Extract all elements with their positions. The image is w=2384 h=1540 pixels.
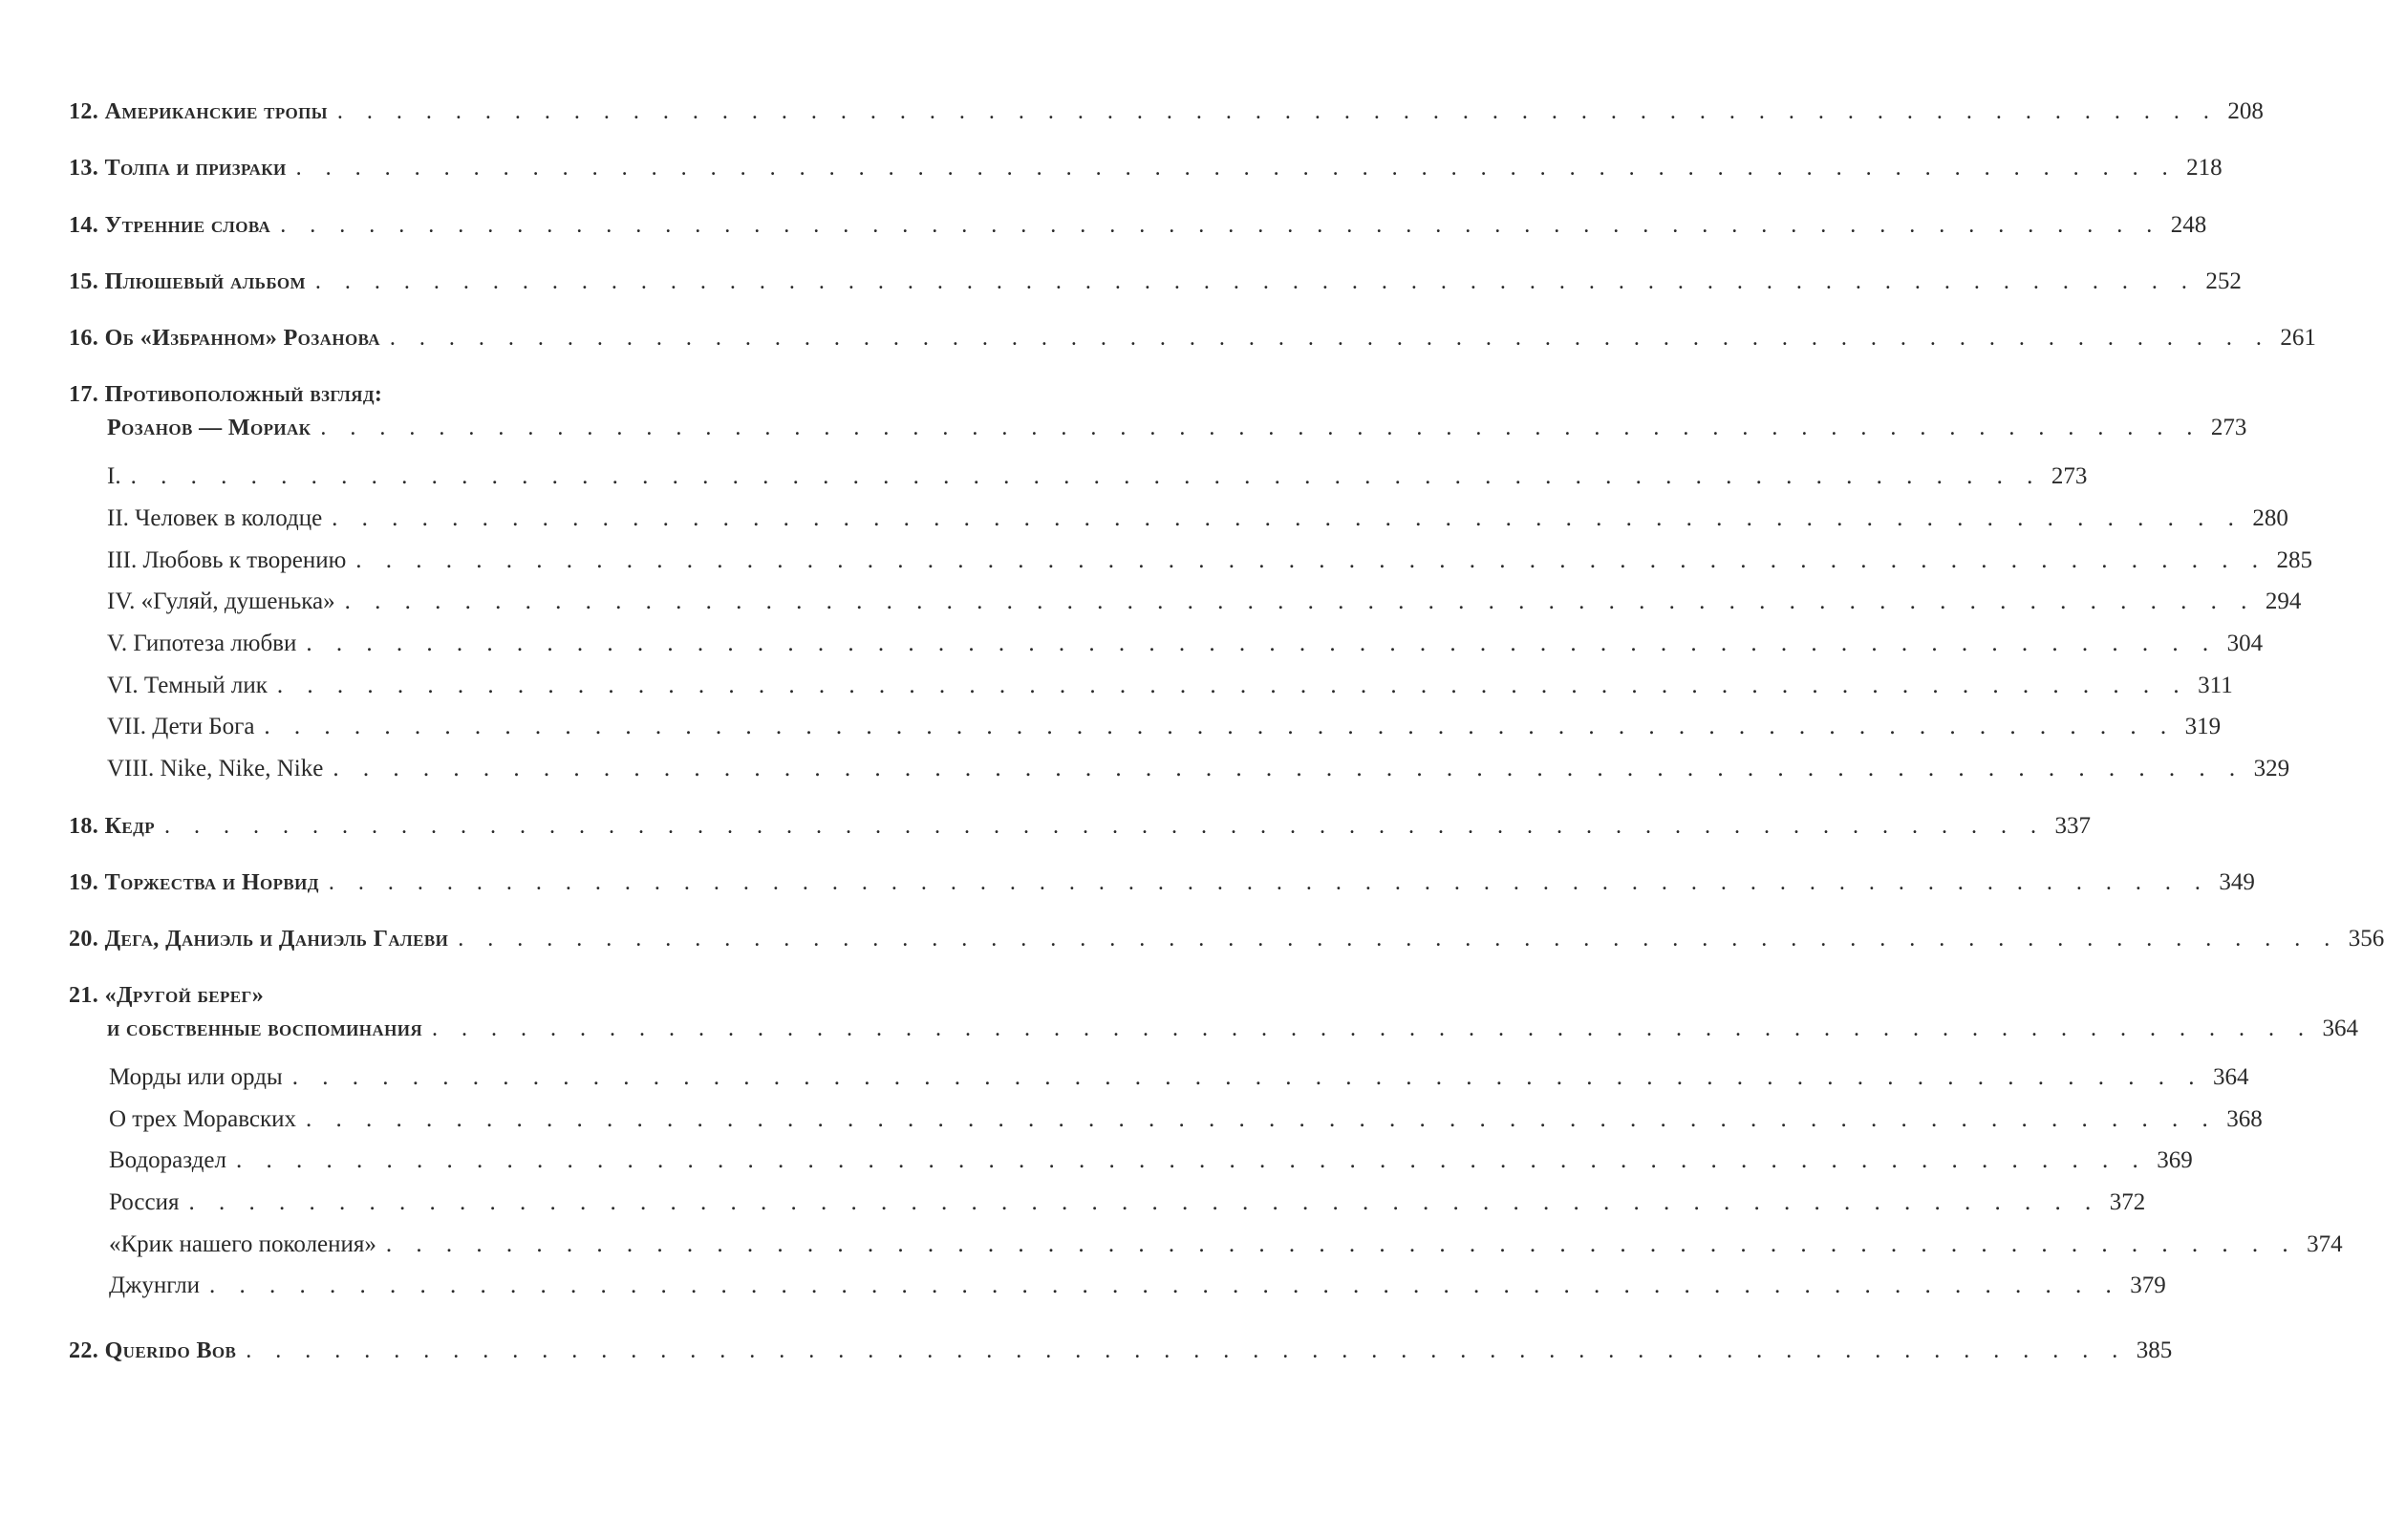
leader-dots: . . . . . . . . . . . . . . . . . . . . . . . . . . . . . . . . . . . . . . . . . . . . . . . . . . . . . . . . . . . . . . . . bbox=[332, 505, 2244, 531]
toc-page-number: 248 bbox=[2170, 212, 2207, 238]
toc-subentry bbox=[107, 713, 2222, 741]
toc-entry-chapter-21 bbox=[107, 1015, 2359, 1043]
toc-subentry-title: II. Человек в колодце bbox=[107, 505, 323, 531]
leader-dots: . . . . . . . . . . . . . . . . . . . . . . . . . . . . . . . . . . . . . . . . . . . . . . . . . . . . . . . . . . . . . . . . bbox=[280, 213, 2161, 238]
leader-dots: . . . . . . . . . . . . . . . . . . . . . . . . . . . . . . . . . . . . . . . . . . . . . . . . . . . . . . . . . . . . . . . . bbox=[236, 1147, 2148, 1173]
toc-entry-chapter-15 bbox=[69, 267, 2242, 296]
toc-subentry bbox=[107, 672, 2233, 700]
toc-page-number: 218 bbox=[2186, 155, 2223, 181]
toc-page-number: 337 bbox=[2054, 813, 2092, 839]
leader-dots: . . . . . . . . . . . . . . . . . . . . . . . . . . . . . . . . . . . . . . . . . . . . . . . . . . . . . . . . . . . . . . . . bbox=[264, 714, 2176, 739]
toc-entry-title: 14. Утренние слова bbox=[69, 213, 271, 238]
toc-entry-title: 22. Querido Bob bbox=[69, 1338, 237, 1363]
toc-page-number: 349 bbox=[2219, 869, 2255, 895]
toc-page-number: 252 bbox=[2205, 268, 2242, 294]
toc-page-number: 368 bbox=[2226, 1106, 2263, 1132]
toc-subentry bbox=[107, 504, 2288, 533]
leader-dots: . . . . . . . . . . . . . . . . . . . . . . . . . . . . . . . . . . . . . . . . . . . . . . . . . . . . . . . . . . . . . . . . bbox=[276, 673, 2189, 698]
toc-entry-title-line2: и собственные воспоминания bbox=[107, 1016, 423, 1041]
toc-subentry-title: VIII. Nike, Nike, Nike bbox=[107, 756, 324, 781]
toc-entry-title-line2: Розанов — Мориак bbox=[107, 416, 311, 440]
toc-page-number: 356 bbox=[2348, 926, 2384, 952]
toc-subentry-title: О трех Моравских bbox=[109, 1106, 297, 1132]
toc-entry-chapter-16 bbox=[69, 324, 2316, 353]
toc-subentry-title: Джунгли bbox=[109, 1273, 201, 1298]
toc-subentry bbox=[109, 1105, 2263, 1134]
leader-dots: . . . . . . . . . . . . . . . . . . . . . . . . . . . . . . . . . . . . . . . . . . . . . . . . . . . . . . . . . . . . . . . . bbox=[432, 1016, 2313, 1041]
toc-page-number: 374 bbox=[2307, 1231, 2343, 1257]
leader-dots: . . . . . . . . . . . . . . . . . . . . . . . . . . . . . . . . . . . . . . . . . . . . . . . . . . . . . . . . . . . . . . . . bbox=[389, 326, 2271, 351]
toc-page-number: 294 bbox=[2265, 588, 2302, 614]
toc-page-number: 329 bbox=[2253, 756, 2290, 781]
toc-entry-chapter-19 bbox=[69, 868, 2255, 897]
toc-entry-chapter-20 bbox=[69, 925, 2384, 953]
toc-entry-chapter-18 bbox=[69, 812, 2092, 841]
toc-subentry-title: IV. «Гуляй, душенька» bbox=[107, 588, 335, 614]
toc-page-number: 385 bbox=[2136, 1337, 2173, 1363]
toc-subentry bbox=[107, 630, 2264, 658]
toc-subentry-title: «Крик нашего поколения» bbox=[109, 1231, 376, 1257]
leader-dots: . . . . . . . . . . . . . . . . . . . . . . . . . . . . . . . . . . . . . . . . . . . . . . . . . . . . . . . . . . . . . . . . bbox=[355, 547, 2267, 573]
toc-page-number: 364 bbox=[2212, 1064, 2249, 1090]
leader-dots: . . . . . . . . . . . . . . . . . . . . . . . . . . . . . . . . . . . . . . . . . . . . . . . . . . . . . . . . . . . . . . . . bbox=[306, 1106, 2218, 1132]
toc-entry-chapter-22 bbox=[69, 1337, 2173, 1365]
toc-subentry-title: VII. Дети Бога bbox=[107, 714, 255, 739]
leader-dots: . . . . . . . . . . . . . . . . . . . . . . . . . . . . . . . . . . . . . . . . . . . . . . . . . . . . . . . . . . . . . . . . bbox=[188, 1189, 2100, 1215]
leader-dots: . . . . . . . . . . . . . . . . . . . . . . . . . . . . . . . . . . . . . . . . . . . . . . . . . . . . . . . . . . . . . . . . bbox=[130, 463, 2042, 489]
leader-dots: . . . . . . . . . . . . . . . . . . . . . . . . . . . . . . . . . . . . . . . . . . . . . . . . . . . . . . . . . . . . . . . . bbox=[320, 416, 2201, 440]
leader-dots: . . . . . . . . . . . . . . . . . . . . . . . . . . . . . . . . . . . . . . . . . . . . . . . . . . . . . . . . . . . . . . . . bbox=[164, 814, 2046, 839]
toc-subentry bbox=[107, 755, 2290, 783]
leader-dots: . . . . . . . . . . . . . . . . . . . . . . . . . . . . . . . . . . . . . . . . . . . . . . . . . . . . . . . . . . . . . . . . bbox=[306, 631, 2218, 656]
toc-page-number: 379 bbox=[2130, 1273, 2166, 1298]
toc-page-number: 372 bbox=[2109, 1189, 2146, 1215]
leader-dots: . . . . . . . . . . . . . . . . . . . . . . . . . . . . . . . . . . . . . . . . . . . . . . . . . . . . . . . . . . . . . . . . bbox=[333, 756, 2244, 781]
toc-entry-title: 15. Плюшевый альбом bbox=[69, 269, 306, 294]
toc-entry-chapter-14 bbox=[69, 211, 2207, 240]
leader-dots: . . . . . . . . . . . . . . . . . . . . . . . . . . . . . . . . . . . . . . . . . . . . . . . . . . . . . . . . . . . . . . . . bbox=[295, 156, 2178, 181]
toc-page-number: 285 bbox=[2276, 547, 2313, 573]
toc-subentry bbox=[109, 1188, 2146, 1217]
toc-subentry-title: Морды или орды bbox=[109, 1064, 283, 1090]
toc-subentry-title: VI. Темный лик bbox=[107, 673, 268, 698]
toc-entry-title: 16. Об «Избранном» Розанова bbox=[69, 326, 380, 351]
leader-dots: . . . . . . . . . . . . . . . . . . . . . . . . . . . . . . . . . . . . . . . . . . . . . . . . . . . . . . . . . . . . . . . . bbox=[458, 927, 2339, 952]
toc-entry-title: 13. Толпа и призраки bbox=[69, 156, 287, 181]
toc-entry-chapter-12 bbox=[69, 97, 2264, 126]
toc-subentry-title: Водораздел bbox=[109, 1147, 226, 1173]
leader-dots: . . . . . . . . . . . . . . . . . . . . . . . . . . . . . . . . . . . . . . . . . . . . . . . . . . . . . . . . . . . . . . . . bbox=[314, 269, 2197, 294]
leader-dots: . . . . . . . . . . . . . . . . . . . . . . . . . . . . . . . . . . . . . . . . . . . . . . . . . . . . . . . . . . . . . . . . bbox=[385, 1231, 2298, 1257]
leader-dots: . . . . . . . . . . . . . . . . . . . . . . . . . . . . . . . . . . . . . . . . . . . . . . . . . . . . . . . . . . . . . . . . bbox=[291, 1064, 2203, 1090]
toc-page-number: 208 bbox=[2227, 98, 2264, 124]
toc-subentry bbox=[109, 1272, 2166, 1300]
toc-subentry bbox=[107, 462, 2088, 491]
toc-entry-title: 18. Кедр bbox=[69, 814, 156, 839]
toc-page-number: 280 bbox=[2252, 505, 2288, 531]
toc-page-number: 273 bbox=[2210, 415, 2247, 440]
toc-entry-title-line1: 21. «Другой берег» bbox=[69, 983, 265, 1008]
toc-subentry bbox=[107, 588, 2302, 616]
toc-page-number: 364 bbox=[2322, 1016, 2359, 1041]
toc-subentry bbox=[109, 1063, 2249, 1092]
toc-subentry-title: V. Гипотеза любви bbox=[107, 631, 297, 656]
leader-dots: . . . . . . . . . . . . . . . . . . . . . . . . . . . . . . . . . . . . . . . . . . . . . . . . . . . . . . . . . . . . . . . . bbox=[209, 1273, 2121, 1298]
toc-entry-chapter-13 bbox=[69, 154, 2223, 182]
toc-entry-title: 20. Дега, Даниэль и Даниэль Галеви bbox=[69, 927, 449, 952]
toc-subentry bbox=[109, 1230, 2343, 1259]
leader-dots: . . . . . . . . . . . . . . . . . . . . . . . . . . . . . . . . . . . . . . . . . . . . . . . . . . . . . . . . . . . . . . . . bbox=[328, 870, 2210, 895]
toc-subentry bbox=[109, 1146, 2193, 1175]
toc-page-number: 261 bbox=[2280, 325, 2316, 351]
toc-subentry-title: I. bbox=[107, 463, 121, 489]
toc-page-number: 273 bbox=[2051, 463, 2088, 489]
toc-subentry bbox=[107, 546, 2313, 575]
toc-entry-chapter-17 bbox=[107, 414, 2247, 442]
toc-page-number: 304 bbox=[2226, 631, 2264, 656]
leader-dots: . . . . . . . . . . . . . . . . . . . . . . . . . . . . . . . . . . . . . . . . . . . . . . . . . . . . . . . . . . . . . . . . bbox=[344, 588, 2256, 614]
toc-entry-title: 19. Торжества и Норвид bbox=[69, 870, 319, 895]
toc-subentry-title: III. Любовь к творению bbox=[107, 547, 347, 573]
toc-page-number: 311 bbox=[2198, 673, 2233, 698]
toc-page-number: 319 bbox=[2184, 714, 2222, 739]
toc-page-number: 369 bbox=[2157, 1147, 2193, 1173]
leader-dots: . . . . . . . . . . . . . . . . . . . . . . . . . . . . . . . . . . . . . . . . . . . . . . . . . . . . . . . . . . . . . . . . bbox=[336, 99, 2219, 124]
toc-entry-title: 12. Американские тропы bbox=[69, 99, 328, 124]
leader-dots: . . . . . . . . . . . . . . . . . . . . . . . . . . . . . . . . . . . . . . . . . . . . . . . . . . . . . . . . . . . . . . . . bbox=[246, 1338, 2127, 1363]
toc-entry-title-line1: 17. Противоположный взгляд: bbox=[69, 382, 383, 407]
toc-subentry-title: Россия bbox=[109, 1189, 180, 1215]
